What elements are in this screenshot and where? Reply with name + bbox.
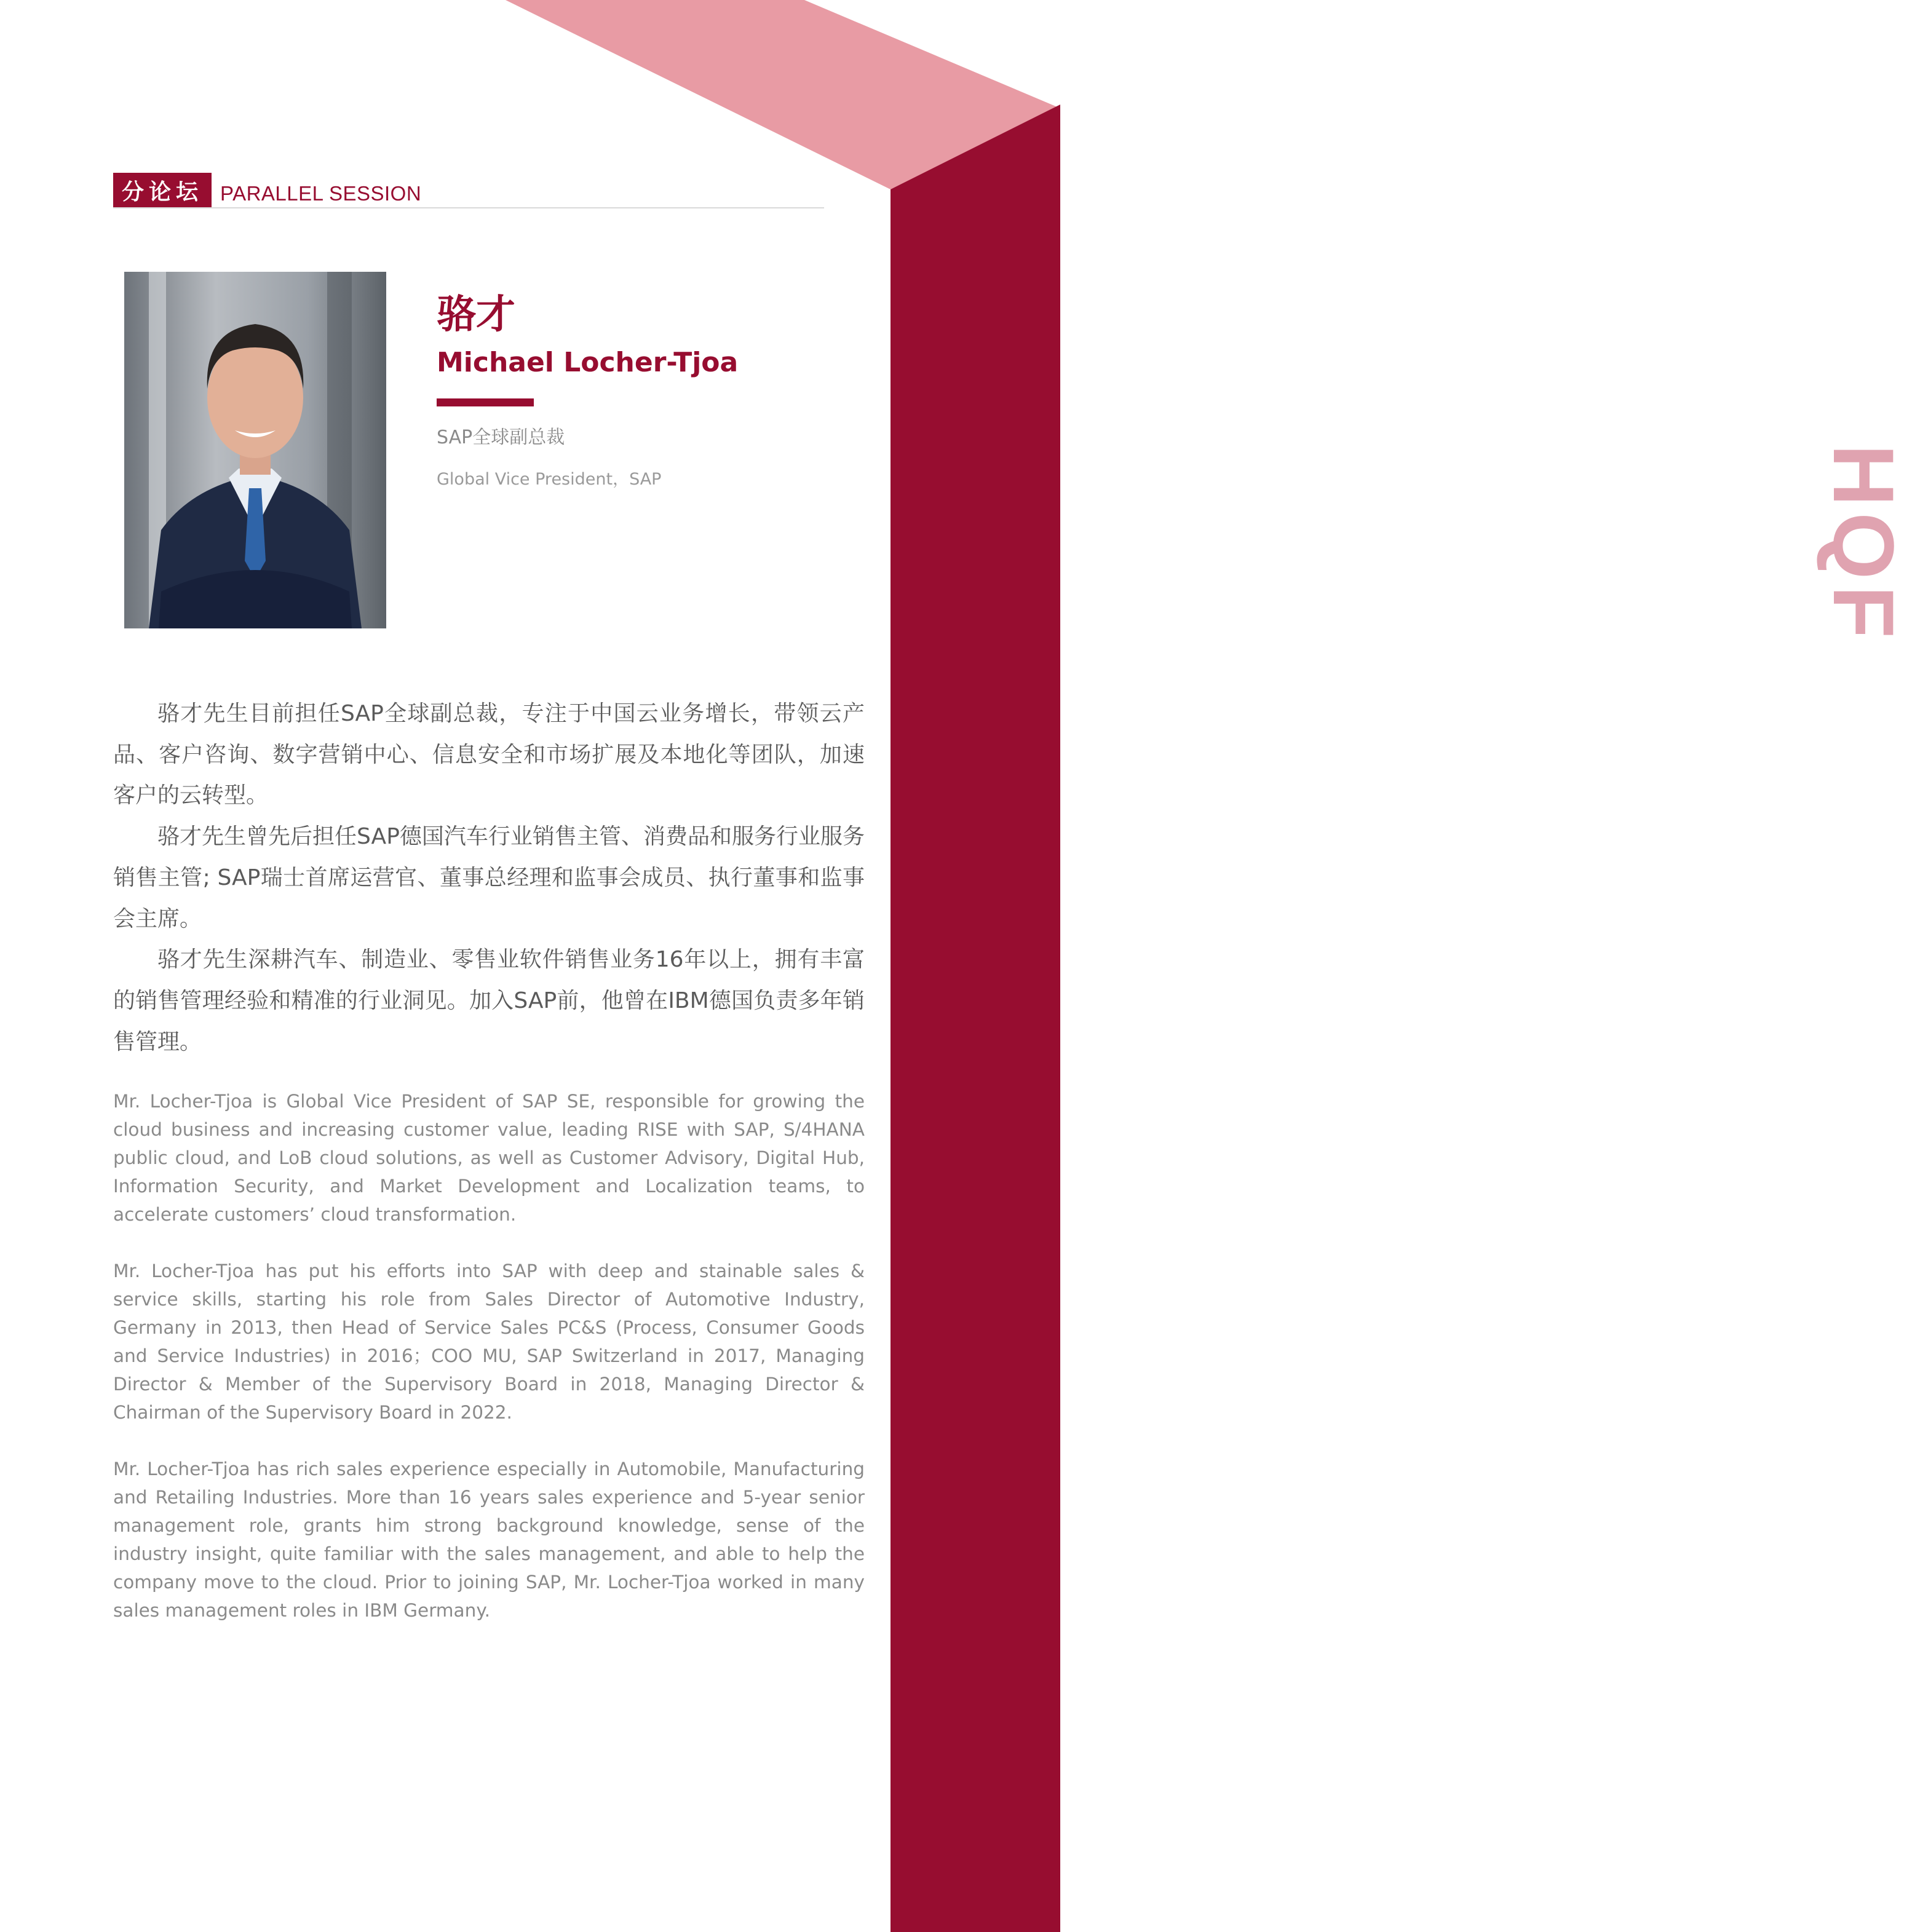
speaker-title-cn: SAP全球副总裁 <box>437 427 565 448</box>
session-label-cn: 分论坛 <box>113 173 212 207</box>
speaker-name-cn: 骆才 <box>437 292 515 338</box>
bio-cn-paragraph: 骆才先生曾先后担任SAP德国汽车行业销售主管、消费品和服务行业服务销售主管; SAP瑞士首席运营官、董事总经理和监事会成员、执行董事和监事会主席。 <box>113 824 865 932</box>
bio-cn-paragraph: 骆才先生目前担任SAP全球副总裁，专注于中国云业务增长，带领云产品、客户咨询、数字营销中心、信息安全和市场扩展及本地化等团队，加速客户的云转型。 <box>113 701 865 809</box>
bio-english <box>113 1087 865 1653</box>
bio-en-paragraph: Mr. Locher-Tjoa is Global Vice President of SAP SE, responsible for growing the cloud business and increasing customer value, leading RISE with SAP, S/4HANA public cloud, and LoB cloud solutions, as well as Customer Advisory, Digital Hub, Information Security, and Market Development and Localization teams, to accelerate customers’ cloud transformation. <box>113 1091 865 1225</box>
session-label-en: PARALLEL SESSION <box>220 182 422 205</box>
name-underline <box>437 398 534 406</box>
bio-en-paragraph: Mr. Locher-Tjoa has rich sales experience especially in Automobile, Manufacturing and Retailing Industries. More than 16 years sales experience and 5-year senior management role, grants him strong background knowledge, sense of the industry insight, quite familiar with the sales management, and able to help the company move to the cloud. Prior to joining SAP, Mr. Locher-Tjoa worked in many sales management roles in IBM Germany. <box>113 1459 865 1621</box>
hqf-logo-text: HQF <box>1815 444 1912 644</box>
speaker-name-en: Michael Locher-Tjoa <box>437 347 739 378</box>
hqf-logo <box>898 221 1912 644</box>
speaker-title-en: Global Vice President，SAP <box>437 470 662 489</box>
bio-cn-paragraph: 骆才先生深耕汽车、制造业、零售业软件销售业务16年以上，拥有丰富的销售管理经验和精准的行业洞见。加入SAP前，他曾在IBM德国负责多年销售管理。 <box>113 947 865 1055</box>
bio-en-paragraph: Mr. Locher-Tjoa has put his efforts into SAP with deep and stainable sales & service skills, starting his role from Sales Director of Automotive Industry, Germany in 2013, then Head of Service Sales PC&S (Process, Consumer Goods and Service Industries) in 2016；COO MU, SAP Switzerland in 2017, Managing Director & Member of the Supervisory Board in 2018, Managing Director & Chairman of the Supervisory Board in 2022. <box>113 1261 865 1423</box>
speaker-photo <box>124 272 386 628</box>
session-divider <box>113 207 824 208</box>
session-header <box>113 173 421 207</box>
bio-chinese <box>113 694 865 1063</box>
